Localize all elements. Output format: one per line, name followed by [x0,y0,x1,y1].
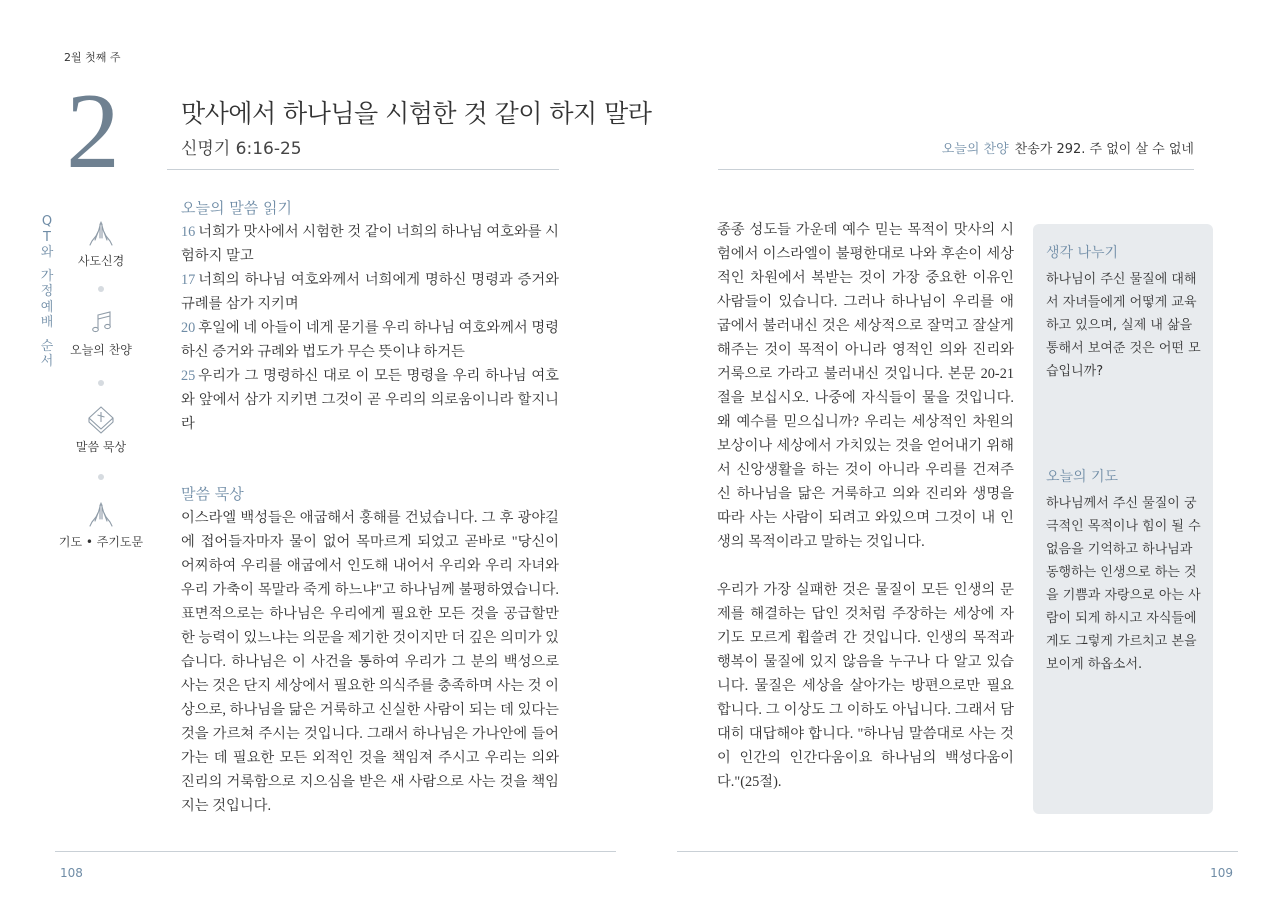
order-separator-dot [98,474,104,480]
order-separator-dot [98,286,104,292]
footer-rule-right [677,851,1238,852]
music-note-icon [87,309,115,337]
vertical-section-title: Q T 와 가 정 예 배 순 서 [40,214,54,369]
verse-number: 20 [181,320,196,336]
order-item-hymn [51,309,151,358]
praying-hands-icon [86,218,116,248]
page-title: 맛사에서 하나님을 시험한 것 같이 하지 말라 [181,99,652,128]
order-separator-dot [98,380,104,386]
reading-heading: 오늘의 말씀 읽기 [181,199,292,217]
hymn-rule [718,169,1194,170]
verse: 17 너희의 하나님 여호와께서 너희에게 명하신 명령과 증거와 규례를 삼가 지키며 [181,272,559,312]
verse: 20 후일에 네 아들이 네게 묻기를 우리 하나님 여호와께서 명령하신 증거와 규례와 법도가 무슨 뜻이냐 하거든 [181,320,559,360]
meditation-continued [717,218,1014,794]
verse-number: 17 [181,272,196,288]
hymn-label: 오늘의 찬양 [941,142,1009,157]
week-label: 2월 첫째 주 [64,51,121,64]
verse: 16 너희가 맛사에서 시험한 것 같이 너희의 하나님 여호와를 시험하지 말고 [181,224,559,264]
page-number-right: 109 [1210,866,1233,880]
order-item-meditation [51,404,151,455]
order-item-label: 기도 • 주기도문 [58,535,144,549]
verse-number: 25 [181,368,196,384]
meditation-paragraph: 종종 성도들 가운데 예수 믿는 목적이 맛사의 시험에서 이스라엘이 불평한대로 나와 후손이 세상적인 차원에서 복받는 것이 가장 중요한 이유인 사람들이 있습니다. 그러나 하나님이 우리를 애굽에서 불러내신 것은 세상적으로 잘먹고 잘살게 해주는 것이 목적이 아니라 영적인 의와 진리와 거룩으로 가라고 불러내신 것입니다. 본문 20-21절을 보십시오. 나중에 자식들이 물을 것입니다. 왜 예수를 믿으십니까? 우리는 세상적인 차원의 보상이나 세상에서 가치있는 것을 얻어내기 위해서 신앙생활을 하는 것이 아니라 우리를 건져주신 하나님을 닮은 거룩하고 의와 진리와 생명을 따라 사는 사람이 되려고 와있으며 그것이 내 인생의 목적이라고 말하는 것입니다. [717,222,1014,550]
order-item-label: 말씀 묵상 [75,440,127,454]
day-number: 2 [66,72,120,191]
sidebar-box [1033,224,1213,814]
sharing-heading: 생각 나누기 [1046,245,1119,261]
verse-number: 16 [181,224,196,240]
title-rule [167,169,559,170]
order-item-creed [51,218,151,269]
meditation-heading: 말씀 묵상 [181,485,244,503]
footer-rule-left [55,851,616,852]
verse: 25 우리가 그 명령하신 대로 이 모든 명령을 우리 하나님 여호와 앞에서 삼가 지키면 그것이 곧 우리의 의로움이니라 할지니라 [181,368,559,432]
hymn-value: 찬송가 292. 주 없이 살 수 없네 [1014,142,1194,157]
hymn-info [942,138,1194,157]
bible-icon [85,404,117,434]
scripture-reference: 신명기 6:16-25 [181,139,302,159]
praying-hands-icon [86,499,116,529]
page-number-left: 108 [60,866,83,880]
order-item-label: 사도신경 [77,254,125,268]
reading-section [181,197,559,436]
prayer-text: 하나님께서 주신 물질이 궁극적인 목적이나 힘이 될 수 없음을 기억하고 하나님과 동행하는 인생으로 하는 것을 기쁨과 자랑으로 아는 사람이 되게 하시고 자식들에게도 그렇게 가르치고 본을 보이게 하옵소서. [1046,496,1201,672]
meditation-section [181,483,559,818]
prayer-section [1046,466,1204,676]
prayer-heading: 오늘의 기도 [1046,469,1119,485]
order-item-label: 오늘의 찬양 [70,343,132,357]
meditation-paragraph: 우리가 가장 실패한 것은 물질이 모든 인생의 문제를 해결하는 답인 것처럼 주장하는 세상에 자기도 모르게 휩쓸려 간 것입니다. 인생의 목적과 행복이 물질에 있지 않음을 누구나 다 알고 있습니다. 물질은 세상을 살아가는 방편으로만 필요합니다. 그 이상도 그 이하도 아닙니다. 그래서 담대히 대답해야 합니다. "하나님 말씀대로 사는 것이 인간의 인간다움이요 하나님의 백성다움이다."(25절). [717,582,1014,790]
order-item-prayer [51,499,151,550]
sharing-section [1046,242,1204,383]
sharing-text: 하나님이 주신 물질에 대해서 자녀들에게 어떻게 교육하고 있으며, 실제 내 삶을 통해서 보여준 것은 어떤 모습입니까? [1046,272,1201,379]
meditation-body: 이스라엘 백성들은 애굽해서 홍해를 건넜습니다. 그 후 광야길에 접어들자마자 물이 없어 목마르게 되었고 곧바로 "당신이 어찌하여 우리를 애굽에서 인도해 내어서 우리와 우리 자녀와 우리 가축이 목말라 죽게 하느냐"고 하나님께 불평하였습니다. 표면적으로는 하나님은 우리에게 필요한 모든 것을 공급할만한 능력이 있느냐는 의문을 제기한 것이지만 더 깊은 의미가 있습니다. 하나님은 이 사건을 통하여 우리가 그 분의 백성으로 사는 것은 단지 세상에서 필요한 의식주를 충족하며 사는 것 이상으로, 하나님을 닮은 거룩하고 신실한 사람이 되는 데 있다는 것을 가르쳐 주시는 것입니다. 그래서 하나님은 가나안에 들어가는 데 필요한 모든 외적인 것을 책임져 주시고 우리는 의와 진리의 거룩함으로 지으심을 받은 새 사람으로 사는 것을 책임지는 것입니다. [181,510,559,814]
